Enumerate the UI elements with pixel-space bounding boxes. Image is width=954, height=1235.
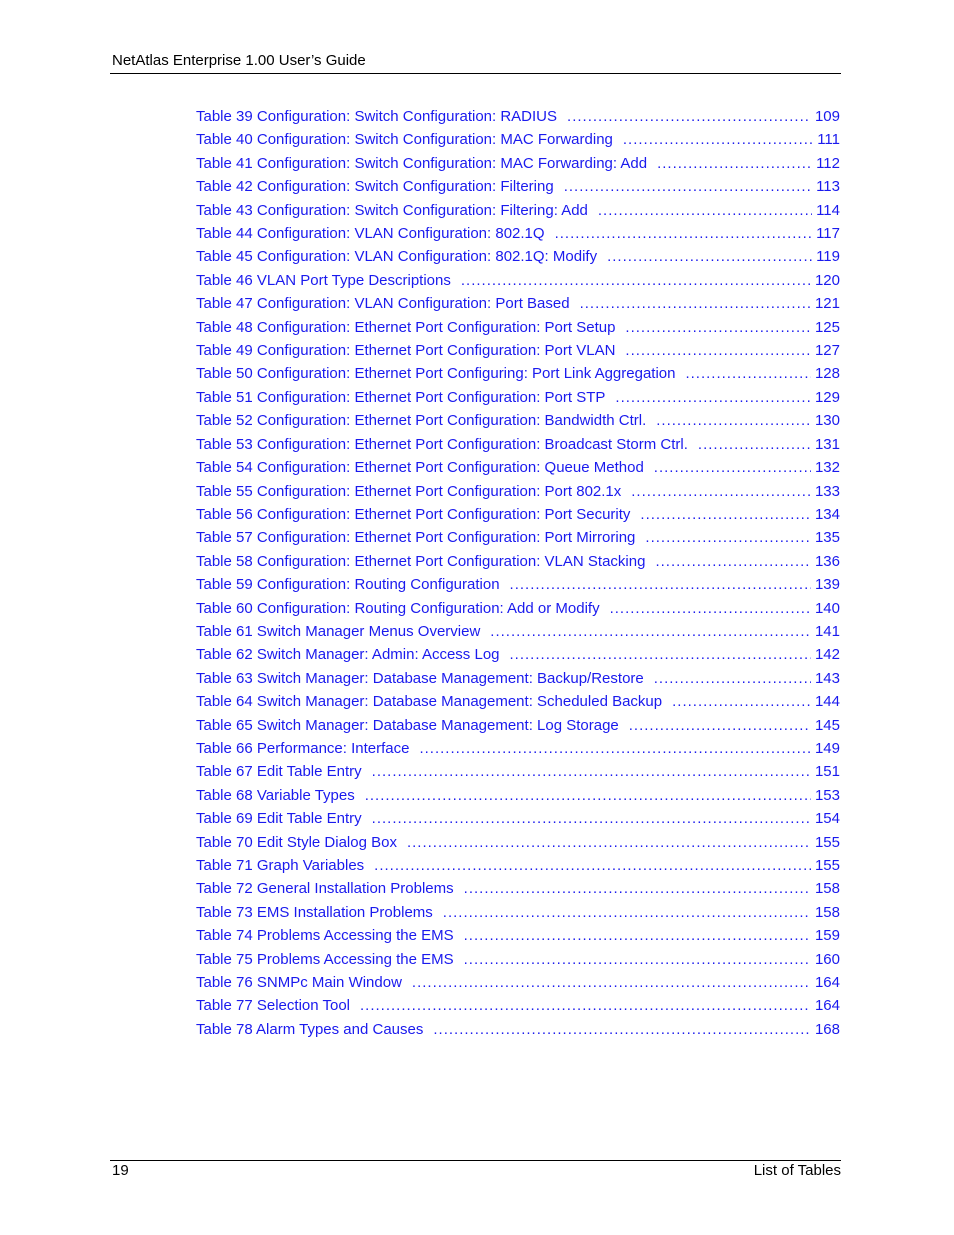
- toc-entry-page: 131: [814, 435, 840, 453]
- toc-dot-leader: [464, 948, 811, 971]
- toc-entry-title: Table 77 Selection Tool: [196, 997, 350, 1015]
- toc-entry-page: 120: [814, 271, 840, 289]
- toc-entry-page: 133: [814, 482, 840, 500]
- toc-entry-link[interactable]: [196, 456, 840, 479]
- toc-entry-title: Table 59 Configuration: Routing Configuration: [196, 576, 500, 594]
- toc-entry-link[interactable]: [196, 667, 840, 690]
- toc-entry-page: 113: [816, 178, 840, 196]
- toc-dot-leader: [640, 503, 811, 526]
- toc-entry-page: 158: [814, 903, 840, 921]
- toc-dot-leader: [433, 1018, 811, 1041]
- toc-dot-leader: [685, 362, 811, 385]
- footer-page-number: 19: [112, 1162, 129, 1179]
- toc-entry-link[interactable]: [196, 760, 840, 783]
- toc-dot-leader: [443, 901, 811, 924]
- toc-entry-page: 139: [814, 576, 840, 594]
- toc-entry-page: 130: [814, 412, 840, 430]
- toc-dot-leader: [598, 199, 812, 222]
- toc-dot-leader: [567, 105, 811, 128]
- toc-entry-link[interactable]: [196, 620, 840, 643]
- toc-entry-title: Table 44 Configuration: VLAN Configuration: 802.1Q: [196, 225, 545, 243]
- toc-dot-leader: [374, 854, 811, 877]
- toc-entry-page: 159: [814, 927, 840, 945]
- toc-entry-title: Table 45 Configuration: VLAN Configuration: 802.1Q: Modify: [196, 248, 598, 266]
- toc-entry-page: 144: [814, 693, 840, 711]
- toc-entry-page: 129: [814, 388, 840, 406]
- toc-dot-leader: [564, 175, 812, 198]
- header-rule: [110, 73, 841, 74]
- toc-entry-link[interactable]: [196, 901, 840, 924]
- toc-entry-page: 140: [814, 599, 840, 617]
- toc-entry-page: 128: [814, 365, 840, 383]
- toc-dot-leader: [698, 433, 811, 456]
- toc-entry-title: Table 63 Switch Manager: Database Management: Backup/Restore: [196, 669, 644, 687]
- toc-dot-leader: [464, 924, 811, 947]
- toc-dot-leader: [631, 480, 811, 503]
- toc-entry-page: 145: [814, 716, 840, 734]
- toc-dot-leader: [360, 994, 811, 1017]
- toc-dot-leader: [372, 807, 811, 830]
- toc-entry-page: 121: [814, 295, 840, 313]
- toc-entry-title: Table 75 Problems Accessing the EMS: [196, 950, 454, 968]
- footer-rule: [110, 1160, 841, 1161]
- toc-entry-page: 125: [814, 318, 840, 336]
- toc-entry-link[interactable]: [196, 550, 840, 573]
- toc-entry-link[interactable]: [196, 480, 840, 503]
- toc-entry-link[interactable]: [196, 526, 840, 549]
- toc-entry-title: Table 64 Switch Manager: Database Management: Scheduled Backup: [196, 693, 663, 711]
- toc-entry-link[interactable]: [196, 737, 840, 760]
- toc-entry-title: Table 74 Problems Accessing the EMS: [196, 927, 454, 945]
- toc-entry-title: Table 50 Configuration: Ethernet Port Configuring: Port Link Aggregation: [196, 365, 676, 383]
- toc-entry-title: Table 72 General Installation Problems: [196, 880, 454, 898]
- toc-entry-link[interactable]: [196, 924, 840, 947]
- toc-entry-link[interactable]: [196, 386, 840, 409]
- toc-entry-title: Table 47 Configuration: VLAN Configuration: Port Based: [196, 295, 570, 313]
- toc-entry-link[interactable]: [196, 807, 840, 830]
- toc-entry-link[interactable]: [196, 877, 840, 900]
- toc-dot-leader: [629, 714, 811, 737]
- toc-entry-link[interactable]: [196, 971, 840, 994]
- running-header-title: NetAtlas Enterprise 1.00 User’s Guide: [112, 52, 366, 69]
- toc-entry-page: 136: [814, 552, 840, 570]
- toc-entry-page: 164: [814, 974, 840, 992]
- toc-entry-title: Table 51 Configuration: Ethernet Port Configuration: Port STP: [196, 388, 606, 406]
- toc-dot-leader: [412, 971, 811, 994]
- toc-entry-page: 135: [814, 529, 840, 547]
- toc-entry-title: Table 70 Edit Style Dialog Box: [196, 833, 397, 851]
- toc-entry-link[interactable]: [196, 831, 840, 854]
- toc-entry-title: Table 49 Configuration: Ethernet Port Configuration: Port VLAN: [196, 342, 616, 360]
- toc-entry-title: Table 40 Configuration: Switch Configuration: MAC Forwarding: [196, 131, 613, 149]
- toc-dot-leader: [365, 784, 811, 807]
- toc-entry-page: 155: [814, 857, 840, 874]
- toc-entry-title: Table 55 Configuration: Ethernet Port Configuration: Port 802.1x: [196, 482, 622, 500]
- toc-entry-page: 141: [814, 622, 840, 640]
- toc-entry-link[interactable]: [196, 948, 840, 971]
- toc-dot-leader: [645, 526, 811, 549]
- toc-entry-title: Table 68 Variable Types: [196, 786, 355, 804]
- toc-entry-title: Table 61 Switch Manager Menus Overview: [196, 622, 481, 640]
- toc-entry-title: Table 66 Performance: Interface: [196, 739, 410, 757]
- toc-entry-link[interactable]: [196, 292, 840, 315]
- toc-entry-link[interactable]: [196, 245, 840, 268]
- toc-entry-link[interactable]: [196, 409, 840, 432]
- toc-dot-leader: [625, 316, 811, 339]
- toc-entry-title: Table 78 Alarm Types and Causes: [196, 1020, 424, 1038]
- toc-entry-link[interactable]: [196, 643, 840, 666]
- toc-entry-title: Table 67 Edit Table Entry: [196, 763, 362, 781]
- toc-entry-page: 117: [816, 225, 840, 243]
- toc-dot-leader: [625, 339, 811, 362]
- toc-entry-page: 151: [814, 763, 840, 781]
- toc-dot-leader: [372, 760, 811, 783]
- toc-entry-page: 149: [814, 739, 840, 757]
- toc-entry-title: Table 60 Configuration: Routing Configuration: Add or Modify: [196, 599, 600, 617]
- toc-entry-title: Table 69 Edit Table Entry: [196, 810, 362, 828]
- toc-entry-page: 111: [817, 131, 840, 149]
- toc-dot-leader: [419, 737, 811, 760]
- toc-entry-title: Table 54 Configuration: Ethernet Port Configuration: Queue Method: [196, 459, 644, 477]
- toc-dot-leader: [490, 620, 811, 643]
- toc-entry-link[interactable]: [196, 269, 840, 292]
- list-of-tables: [196, 105, 840, 1041]
- toc-entry-link[interactable]: [196, 433, 840, 456]
- toc-entry-link[interactable]: [196, 152, 840, 175]
- toc-entry-title: Table 73 EMS Installation Problems: [196, 903, 433, 921]
- toc-entry-page: 127: [814, 342, 840, 360]
- toc-entry-page: 164: [814, 997, 840, 1015]
- toc-entry-link[interactable]: [196, 994, 840, 1017]
- toc-entry-title: Table 42 Configuration: Switch Configuration: Filtering: [196, 178, 554, 196]
- toc-entry-title: Table 56 Configuration: Ethernet Port Configuration: Port Security: [196, 505, 631, 523]
- toc-entry-link[interactable]: [196, 854, 840, 877]
- toc-entry-title: Table 41 Configuration: Switch Configuration: MAC Forwarding: Add: [196, 154, 648, 172]
- toc-entry-page: 168: [814, 1020, 840, 1038]
- toc-entry-page: 109: [814, 108, 840, 125]
- toc-entry-link[interactable]: [196, 362, 840, 385]
- toc-dot-leader: [623, 128, 813, 151]
- toc-dot-leader: [407, 831, 811, 854]
- toc-entry-link[interactable]: [196, 690, 840, 713]
- toc-dot-leader: [607, 245, 812, 268]
- toc-entry-title: Table 71 Graph Variables: [196, 857, 365, 874]
- toc-entry-link[interactable]: [196, 503, 840, 526]
- footer-section-title: List of Tables: [753, 1162, 841, 1179]
- toc-entry-page: 112: [816, 154, 840, 172]
- toc-entry-title: Table 65 Switch Manager: Database Management: Log Storage: [196, 716, 619, 734]
- toc-dot-leader: [555, 222, 813, 245]
- toc-entry-page: 155: [814, 833, 840, 851]
- toc-dot-leader: [615, 386, 811, 409]
- toc-entry-link[interactable]: [196, 339, 840, 362]
- toc-entry-title: Table 57 Configuration: Ethernet Port Configuration: Port Mirroring: [196, 529, 636, 547]
- toc-entry-link[interactable]: [196, 105, 840, 128]
- toc-entry-title: Table 46 VLAN Port Type Descriptions: [196, 271, 451, 289]
- toc-entry-title: Table 52 Configuration: Ethernet Port Configuration: Bandwidth Ctrl.: [196, 412, 647, 430]
- toc-entry-page: 160: [814, 950, 840, 968]
- toc-entry-page: 132: [814, 459, 840, 477]
- toc-dot-leader: [580, 292, 811, 315]
- toc-entry-page: 134: [814, 505, 840, 523]
- toc-dot-leader: [510, 643, 811, 666]
- toc-dot-leader: [672, 690, 811, 713]
- toc-entry-link[interactable]: [196, 1018, 840, 1041]
- toc-dot-leader: [610, 597, 811, 620]
- toc-entry-title: Table 62 Switch Manager: Admin: Access Log: [196, 646, 500, 664]
- toc-entry-link[interactable]: [196, 573, 840, 596]
- toc-entry-link[interactable]: [196, 199, 840, 222]
- toc-dot-leader: [654, 667, 811, 690]
- toc-entry-link[interactable]: [196, 175, 840, 198]
- toc-entry-page: 114: [816, 201, 840, 219]
- toc-entry-link[interactable]: [196, 597, 840, 620]
- toc-dot-leader: [464, 877, 811, 900]
- toc-dot-leader: [655, 550, 811, 573]
- toc-entry-page: 119: [816, 248, 840, 266]
- toc-entry-title: Table 53 Configuration: Ethernet Port Configuration: Broadcast Storm Ctrl.: [196, 435, 688, 453]
- toc-entry-link[interactable]: [196, 714, 840, 737]
- toc-entry-page: 143: [814, 669, 840, 687]
- toc-entry-page: 158: [814, 880, 840, 898]
- toc-entry-title: Table 39 Configuration: Switch Configuration: RADIUS: [196, 108, 558, 125]
- toc-dot-leader: [461, 269, 811, 292]
- toc-entry-title: Table 58 Configuration: Ethernet Port Configuration: VLAN Stacking: [196, 552, 646, 570]
- toc-entry-page: 154: [814, 810, 840, 828]
- toc-dot-leader: [656, 409, 811, 432]
- toc-entry-link[interactable]: [196, 784, 840, 807]
- toc-entry-link[interactable]: [196, 316, 840, 339]
- toc-dot-leader: [657, 152, 812, 175]
- toc-entry-link[interactable]: [196, 128, 840, 151]
- toc-entry-title: Table 43 Configuration: Switch Configuration: Filtering: Add: [196, 201, 588, 219]
- toc-entry-title: Table 76 SNMPc Main Window: [196, 974, 402, 992]
- toc-dot-leader: [510, 573, 811, 596]
- toc-entry-page: 142: [814, 646, 840, 664]
- toc-entry-title: Table 48 Configuration: Ethernet Port Configuration: Port Setup: [196, 318, 616, 336]
- toc-entry-link[interactable]: [196, 222, 840, 245]
- toc-entry-page: 153: [814, 786, 840, 804]
- toc-dot-leader: [654, 456, 811, 479]
